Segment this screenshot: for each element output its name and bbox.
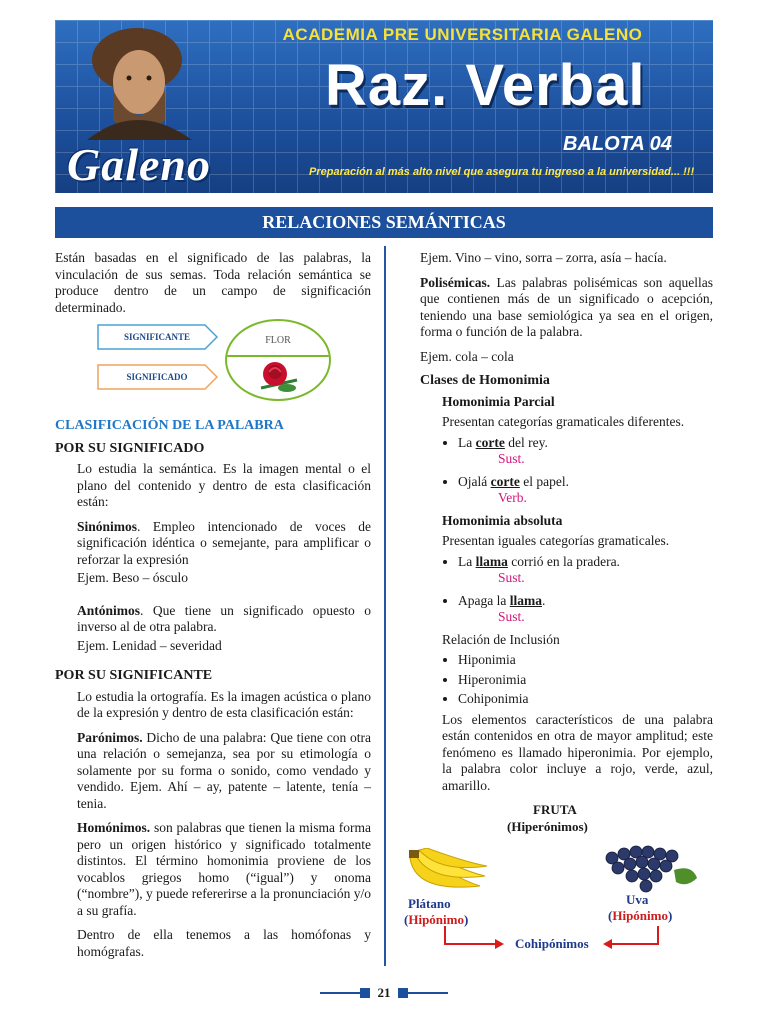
category-tag: Sust. [498, 451, 525, 466]
homonimos-term: Homónimos. [77, 820, 151, 835]
example-text: Ojalá [458, 473, 491, 489]
category-tag: Sust. [498, 609, 525, 624]
uva-label: Uva [626, 892, 649, 907]
sinonimos-example: Ejem. Beso – ósculo [77, 570, 188, 585]
sinonimos-term: Sinónimos [77, 518, 138, 534]
antonimos-paragraph [55, 603, 371, 636]
example-text: el papel. [519, 473, 569, 489]
parcial-heading: Homonimia Parcial [442, 393, 555, 409]
polisemicas-definition: Las palabras polisémicas son aquellas que contienen más de un significado o acepción, teniendo una base semiológica ya sea en el origen, forma o función de la palabra. [420, 274, 713, 339]
header-banner [55, 20, 713, 193]
ejem-cola: Ejem. cola – cola [420, 348, 514, 364]
example-word: llama [475, 553, 508, 569]
list-item [458, 554, 713, 587]
example-word: llama [509, 592, 542, 608]
page-number: 21 [377, 985, 391, 1000]
absoluta-heading: Homonimia absoluta [442, 512, 563, 528]
antonimos-definition: . Que tiene un significado opuesto o inverso al de otra palabra. [77, 602, 371, 634]
hiperonimos-label: (Hiperónimos) [507, 819, 588, 834]
polisemicas-term: Polisémicas. [420, 274, 491, 290]
sign-diagram [55, 324, 371, 404]
example-text: . [541, 592, 546, 608]
flor-divider [227, 355, 329, 357]
polisemicas-paragraph [420, 275, 713, 341]
uva-hiponimo [608, 908, 672, 924]
list-item [458, 435, 713, 468]
ejem-vino: Ejem. Vino – vino, sorra – zorra, asía – hacía. [420, 250, 667, 265]
list-item: • Cohiponimia [458, 691, 713, 708]
right-column [420, 250, 713, 802]
academy-name: ACADEMIA PRE UNIVERSITARIA GALENO [282, 25, 643, 44]
rose-icon [257, 358, 301, 396]
homonimos-paragraph [55, 820, 371, 919]
example-text: del rey. [504, 434, 548, 450]
significante-label: SIGNIFICANTE [123, 332, 190, 342]
significado-label: SIGNIFICADO [126, 372, 188, 382]
paronimos-definition: Dicho de una palabra: Que tiene con otra una relación o semejanza, sea por su etimología o solamente por su forma o sonido, como vendado y vendido. Ejem. Ahí – ay, patente – latente, tenía – tenia. [77, 729, 371, 811]
hiponimo-word: Hipónimo [612, 908, 668, 923]
course-title: Raz. Verbal [325, 53, 646, 118]
paronimos-term: Parónimos. [77, 729, 143, 745]
flor-circle [225, 319, 331, 401]
category-tag: Sust. [498, 570, 525, 585]
category-tag: Verb. [498, 490, 527, 505]
balota-label: BALOTA 04 [563, 133, 672, 155]
parcial-text: Presentan categorías gramaticales diferentes. [442, 414, 685, 429]
section-title: RELACIONES SEMÁNTICAS [55, 207, 713, 238]
paren-open: ( [404, 912, 409, 927]
platano-label: Plátano [408, 896, 451, 911]
clasificacion-heading: CLASIFICACIÓN DE LA PALABRA [55, 418, 284, 433]
antonimos-example: Ejem. Lenidad – severidad [77, 637, 222, 653]
example-word: corte [475, 434, 505, 450]
hiperonimia-figure [400, 800, 713, 960]
example-text: La [458, 434, 476, 450]
flor-label: FLOR [265, 335, 291, 346]
example-text: Apaga la [458, 592, 510, 608]
list-item: • Hiperonimia [458, 672, 713, 689]
parcial-examples [442, 435, 713, 507]
example-text: La [458, 553, 476, 569]
example-text: corrió en la pradera. [507, 553, 620, 569]
column-divider [384, 246, 386, 966]
intro-paragraph: Están basadas en el significado de las palabras, la vinculación de sus semas. Toda relación semántica se produce dentro de un campo de significación determinado. [55, 250, 371, 315]
homonimos-definition: son palabras que tienen la misma forma pero un origen histórico y significado totalmente distintos. El término homonimia proviene de los vocablos griegos homo (“igual”) y onoma (“nombre”), y puede refererirse a la pronunciación y/o a su grafía. [77, 820, 371, 918]
sinonimos-paragraph [55, 519, 371, 569]
significado-text: Lo estudia la semántica. Es la imagen mental o el plano del contenido y dentro de esta clasificación están: [77, 461, 371, 509]
hiponimo-word: Hipónimo [408, 912, 464, 927]
significado-heading: POR SU SIGNIFICADO [55, 440, 205, 456]
inclusion-heading: Relación de Inclusión [442, 631, 560, 647]
paren-close: ) [667, 908, 673, 923]
galeno-portrait-icon [67, 20, 207, 140]
list-item: • Hiponimia [458, 652, 713, 669]
slogan: Preparación al más alto nivel que asegura tu ingreso a la universidad... !!! [309, 166, 695, 178]
fruta-label: FRUTA [533, 802, 577, 817]
absoluta-text: Presentan iguales categorías gramaticales. [442, 533, 670, 548]
hiperonimia-paragraph: Los elementos característicos de una palabra están contenidos en otra de mayor amplitud; este fenómeno es llamado hiperonimia. Por ejemplo, la palabra color incluye a rojo, verde, azul, amarillo. [442, 711, 713, 793]
sinonimos-definition: . Empleo intencionado de voces de significación idéntica o semejante, para amplificar o reforzar la expresión [77, 518, 371, 567]
left-column [55, 250, 371, 968]
significante-heading: POR SU SIGNIFICANTE [55, 668, 213, 683]
cohiponimos-label: Cohipónimos [515, 936, 589, 951]
list-item [458, 593, 713, 626]
page-footer [320, 985, 448, 1001]
clases-heading: Clases de Homonimia [420, 373, 550, 388]
list-item [458, 474, 713, 507]
inclusion-list [442, 652, 713, 708]
homofonas-paragraph: Dentro de ella tenemos a las homófonas y homógrafas. [77, 927, 371, 959]
banana-icon [405, 848, 490, 898]
paronimos-paragraph [55, 730, 371, 813]
galeno-logo: Galeno [67, 139, 211, 190]
paren-open: ( [608, 908, 613, 923]
significante-text: Lo estudia la ortografía. Es la imagen acústica o plano de la expresión y dentro de esta clasificación están: [77, 688, 371, 720]
antonimos-term: Antónimos [77, 602, 141, 618]
grapes-icon [602, 844, 702, 896]
paren-close: ) [463, 912, 469, 927]
example-word: corte [490, 473, 520, 489]
absoluta-examples [442, 554, 713, 626]
